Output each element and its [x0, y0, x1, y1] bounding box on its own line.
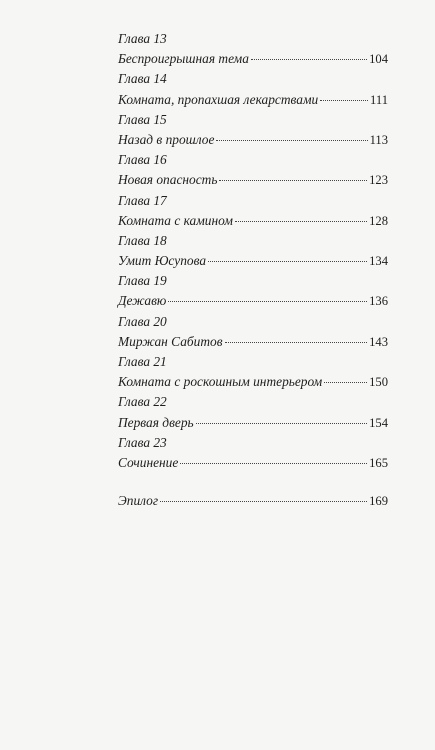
- chapter-title: Первая дверь: [118, 414, 194, 430]
- toc-entry[interactable]: [118, 130, 388, 150]
- toc-entry[interactable]: [118, 251, 388, 271]
- epilogue-title: Эпилог: [118, 493, 159, 509]
- page-number: 123: [369, 173, 388, 188]
- toc-entry[interactable]: [118, 291, 388, 311]
- chapter-label: Глава 13: [118, 31, 167, 46]
- epilogue-page-number: 169: [369, 494, 388, 509]
- dot-leader: [168, 301, 367, 302]
- page-number: 165: [369, 455, 388, 470]
- dot-leader: [219, 180, 367, 181]
- page-number: 128: [369, 213, 388, 228]
- page-number: 104: [369, 52, 388, 67]
- dot-leader: [235, 221, 367, 222]
- dot-leader: [180, 463, 367, 464]
- page-number: 154: [369, 415, 388, 430]
- chapter-title: Миржан Сабитов: [118, 333, 223, 349]
- page-number: 111: [370, 92, 388, 107]
- chapter-title: Комната с камином: [118, 212, 233, 228]
- page-number: 150: [369, 375, 388, 390]
- page-number: 113: [369, 132, 388, 147]
- toc-epilogue[interactable]: [118, 491, 388, 511]
- chapter-label: Глава 21: [118, 354, 167, 369]
- table-of-contents: [118, 29, 388, 511]
- dot-leader: [225, 342, 368, 343]
- chapter-label: Глава 23: [118, 434, 167, 450]
- toc-entry[interactable]: [118, 211, 388, 231]
- toc-entry[interactable]: [118, 90, 388, 110]
- toc-entry[interactable]: [118, 372, 388, 392]
- chapter-label: Глава 16: [118, 152, 167, 168]
- page-number: 136: [369, 294, 388, 309]
- dot-leader: [208, 261, 367, 262]
- dot-leader: [324, 382, 367, 383]
- chapter-title: Новая опасность: [118, 172, 218, 188]
- chapter-label: Глава 19: [118, 273, 167, 289]
- chapter-title: Беспроигрышная тема: [118, 51, 249, 67]
- chapter-title: Комната с роскошным интерьером: [118, 374, 323, 390]
- chapter-label: Глава 17: [118, 192, 167, 208]
- dot-leader: [320, 100, 368, 101]
- chapter-title: Назад в прошлое: [118, 131, 215, 147]
- chapter-label: Глава 15: [118, 111, 167, 127]
- toc-entry[interactable]: [118, 49, 388, 69]
- chapter-label: Глава 20: [118, 313, 167, 329]
- toc-entry[interactable]: [118, 453, 388, 473]
- page-number: 134: [369, 254, 388, 269]
- dot-leader: [160, 501, 367, 502]
- chapter-label: Глава 22: [118, 394, 167, 410]
- toc-entry[interactable]: [118, 332, 388, 352]
- chapter-title: Умит Юсупова: [118, 253, 207, 269]
- chapter-title: Дежавю: [118, 293, 167, 309]
- chapter-label: Глава 14: [118, 71, 167, 87]
- toc-entries: [118, 29, 388, 473]
- toc-gap: [118, 473, 388, 491]
- dot-leader: [196, 423, 367, 424]
- toc-entry[interactable]: [118, 170, 388, 190]
- dot-leader: [216, 140, 367, 141]
- chapter-title: Сочинение: [118, 454, 179, 470]
- toc-entry[interactable]: [118, 413, 388, 433]
- dot-leader: [251, 59, 367, 60]
- chapter-title: Комната, пропахшая лекарствами: [118, 91, 319, 107]
- page-number: 143: [369, 334, 388, 349]
- chapter-label: Глава 18: [118, 232, 167, 248]
